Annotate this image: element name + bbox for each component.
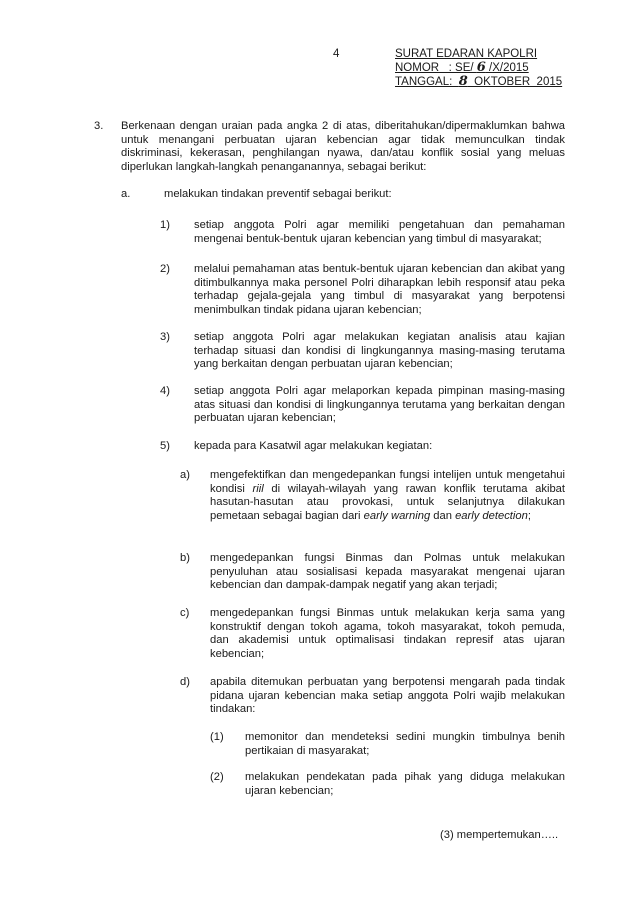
item-3-label: 3) xyxy=(160,331,170,343)
item-2-label: 2) xyxy=(160,263,170,275)
header-number-suffix: /X/2015 xyxy=(485,62,529,74)
item-4-text: setiap anggota Polri agar melaporkan kepada pimpinan masing-masing atas situasi dan kondisi di lingkungannya terutama yang berkaitan dengan perbuatan ujaran kebencian; xyxy=(194,385,565,425)
sub-a-term-early-detection: early detection xyxy=(455,509,528,522)
sub-c-text: mengedepankan fungsi Binmas untuk melakukan kerja sama yang konstruktif dengan tokoh agama, tokoh masyarakat, tokoh pemuda, dan akademisi untuk optimalisasi tindakan represif atas ujaran kebencian; xyxy=(210,607,565,660)
header-date-label: TANGGAL: xyxy=(395,76,459,88)
sub-d-text: apabila ditemukan perbuatan yang berpotensi mengarah pada tindak pidana ujaran kebencian maka setiap anggota Polri wajib melakukan tindakan: xyxy=(210,676,565,716)
sub-a-part2: di wilayah-wilayah yang rawan konflik terutama akibat hasutan-hasutan atau provokasi, untuk selanjutnya dilakukan pemetaan sebagai bagian dari xyxy=(210,482,565,522)
point-a-text: melakukan tindakan preventif sebagai berikut: xyxy=(164,188,392,200)
sub-a-text xyxy=(210,469,565,523)
subsub-2-label: (2) xyxy=(210,771,224,783)
sub-a-part4: ; xyxy=(527,509,531,522)
item-3-text: setiap anggota Polri agar melakukan kegiatan analisis atau kajian terhadap situasi dan kondisi di lingkungannya masing-masing terutama yang berkaitan dengan perbuatan ujaran kebencian; xyxy=(194,331,565,371)
sub-a-part1: mengefektifkan dan mengedepankan fungsi intelijen untuk mengetahui kondisi xyxy=(210,469,565,495)
header-number-label: NOMOR : SE/ xyxy=(395,62,477,74)
handwritten-day: 8 xyxy=(458,74,468,89)
subsub-2-text: melakukan pendekatan pada pihak yang diduga melakukan ujaran kebencian; xyxy=(245,771,565,797)
item-4-label: 4) xyxy=(160,385,170,397)
sub-c-label: c) xyxy=(180,607,190,619)
section-3-text: Berkenaan dengan uraian pada angka 2 di atas, diberitahukan/dipermaklumkan bahwa untuk menangani perbuatan ujaran kebencian agar tidak memunculkan tindak diskriminasi, kekerasan, penghilangan nyawa, dan/atau konflik sosial yang meluas diperlukan langkah-langkah penanganannya, sebagai berikut: xyxy=(121,120,565,173)
item-1-label: 1) xyxy=(160,219,170,231)
page-number: 4 xyxy=(333,48,340,60)
sub-a-label: a) xyxy=(180,469,190,481)
letter-header xyxy=(395,47,562,89)
header-number xyxy=(395,61,562,75)
item-5-label: 5) xyxy=(160,440,170,452)
item-2-text: melalui pemahaman atas bentuk-bentuk ujaran kebencian dan akibat yang ditimbulkannya maka personel Polri diharapkan lebih responsif atau peka terhadap gejala-gejala yang timbul di masyarakat yang berpotensi menimbulkan tindak pidana ujaran kebencian; xyxy=(194,263,565,316)
sub-d-label: d) xyxy=(180,676,190,688)
sub-a-term-early-warning: early warning xyxy=(363,509,431,522)
header-date-suffix: OKTOBER 2015 xyxy=(467,76,563,88)
continuation-note: (3) mempertemukan….. xyxy=(440,829,559,841)
point-a-label: a. xyxy=(121,188,131,200)
sub-a-term-riil: riil xyxy=(252,482,264,495)
subsub-1-label: (1) xyxy=(210,731,224,743)
sub-b-label: b) xyxy=(180,552,190,564)
sub-b-text: mengedepankan fungsi Binmas dan Polmas untuk melakukan penyuluhan atau sosialisasi kepada masyarakat mengenai ujaran kebencian dan dampak-dampak negatif yang akan terjadi; xyxy=(210,552,565,592)
header-date xyxy=(395,75,562,89)
header-title: SURAT EDARAN KAPOLRI xyxy=(395,48,538,60)
handwritten-number: 6 xyxy=(476,60,486,75)
sub-a-part3: dan xyxy=(430,509,456,522)
item-5-text: kepada para Kasatwil agar melakukan kegiatan: xyxy=(194,440,433,452)
section-3-label: 3. xyxy=(94,120,104,132)
subsub-1-text: memonitor dan mendeteksi sedini mungkin timbulnya benih pertikaian di masyarakat; xyxy=(245,731,565,757)
item-1-text: setiap anggota Polri agar memiliki pengetahuan dan pemahaman mengenai bentuk-bentuk ujaran kebencian yang timbul di masyarakat; xyxy=(194,219,565,245)
